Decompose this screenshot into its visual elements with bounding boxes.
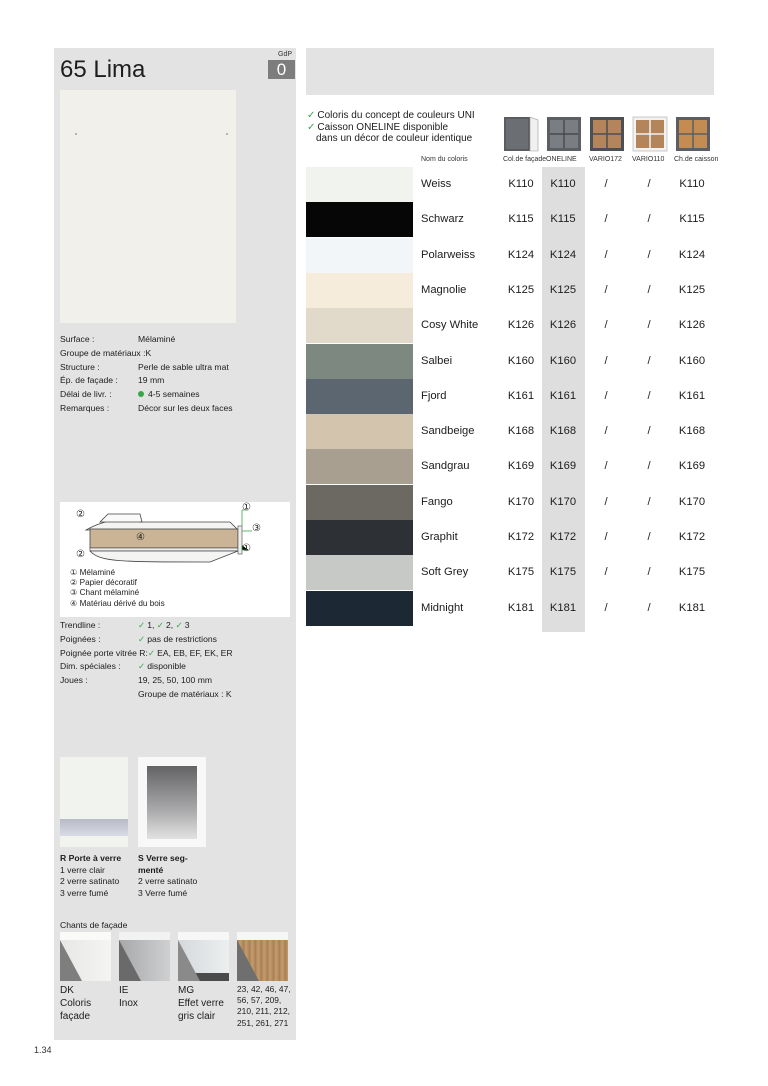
caisson-code: K124 bbox=[678, 248, 706, 261]
caisson-code: K125 bbox=[678, 283, 706, 296]
facade-code: K170 bbox=[507, 495, 535, 508]
spec-row: Ép. de façade : 19 mm bbox=[60, 375, 165, 386]
vario172-code: / bbox=[604, 319, 608, 332]
vario110-code: / bbox=[647, 495, 651, 508]
color-swatch bbox=[306, 238, 413, 273]
oneline-code: K175 bbox=[549, 566, 577, 579]
color-swatch bbox=[306, 344, 413, 379]
gdp-badge: 0 bbox=[268, 60, 295, 79]
spec-list bbox=[60, 333, 290, 416]
vario172-code: / bbox=[604, 566, 608, 579]
caisson-code: K170 bbox=[678, 495, 706, 508]
caisson-code: K115 bbox=[679, 213, 705, 226]
column-header-vario172: VARIO172 bbox=[589, 156, 622, 163]
marker-4: ④ bbox=[136, 532, 145, 543]
marker-2: ② bbox=[76, 509, 85, 520]
color-name: Salbei bbox=[421, 354, 453, 367]
color-name: Soft Grey bbox=[421, 566, 469, 579]
page-title: 65 Lima bbox=[60, 56, 146, 83]
check-icon: ✓ bbox=[147, 647, 156, 658]
color-name: Schwarz bbox=[421, 213, 464, 226]
vario110-code: / bbox=[647, 213, 651, 226]
column-header-facade: Col.de façade bbox=[503, 156, 547, 163]
chant-ie-image bbox=[119, 932, 170, 981]
color-name: Weiss bbox=[421, 178, 452, 190]
color-name: Fango bbox=[421, 495, 453, 508]
facade-code: K125 bbox=[507, 283, 535, 296]
vario172-code: / bbox=[604, 495, 608, 508]
cabinet-facade-icon bbox=[503, 116, 539, 152]
color-swatch bbox=[306, 167, 413, 202]
color-swatch bbox=[306, 202, 413, 237]
color-swatch bbox=[306, 273, 413, 308]
check-icon: ✓ bbox=[307, 110, 316, 121]
oneline-code: K126 bbox=[549, 319, 577, 332]
vario172-code: / bbox=[604, 531, 608, 543]
caisson-code: K168 bbox=[678, 425, 706, 438]
vario110-code: / bbox=[647, 354, 651, 367]
sample-mark bbox=[226, 133, 228, 135]
gdp-label: GdP bbox=[278, 51, 293, 58]
option-row: Joues : 19, 25, 50, 100 mm bbox=[60, 675, 213, 686]
chants-title: Chants de façade bbox=[60, 920, 128, 930]
color-name: Graphit bbox=[421, 531, 458, 543]
chant-ie-label: IE Inox bbox=[119, 985, 138, 1009]
cabinet-caisson-icon bbox=[675, 116, 711, 152]
cabinet-vario172-icon bbox=[589, 116, 625, 152]
vario110-code: / bbox=[647, 319, 651, 332]
oneline-code: K169 bbox=[549, 460, 577, 473]
caisson-code: K126 bbox=[678, 319, 706, 332]
option-list bbox=[60, 619, 290, 702]
vario172-code: / bbox=[604, 283, 608, 296]
caisson-code: K110 bbox=[679, 178, 705, 190]
chant-dk-label: DK Coloris façade bbox=[60, 985, 92, 1022]
chant-mg-image bbox=[178, 932, 229, 981]
vario110-code: / bbox=[647, 566, 651, 579]
chant-wood-label: 23, 42, 46, 47, 56, 57, 209, 210, 211, 212, 251, 261, 271 bbox=[237, 984, 291, 1028]
color-swatch bbox=[306, 520, 413, 555]
chant-dk-image bbox=[60, 932, 111, 981]
edge-diagram bbox=[60, 502, 290, 617]
chant-wood-image bbox=[237, 932, 288, 981]
option-row: Poignée porte vitrée R: ✓ EA, EB, EF, EK, ER bbox=[60, 647, 290, 661]
oneline-code: K124 bbox=[549, 248, 577, 261]
color-swatch bbox=[306, 379, 413, 414]
chant-mg-label: MG Effet verre gris clair bbox=[178, 985, 224, 1022]
vario172-code: / bbox=[604, 213, 608, 226]
cabinet-vario110-icon bbox=[632, 116, 668, 152]
door-r-image bbox=[60, 757, 128, 847]
vario110-code: / bbox=[647, 460, 651, 473]
color-swatch bbox=[306, 308, 413, 343]
color-name: Cosy White bbox=[421, 319, 479, 332]
check-icon: ✓ bbox=[175, 620, 183, 630]
feature-list: ✓ Coloris du concept de couleurs UNI ✓ Caisson ONELINE disponible dans un décor de couleur identique bbox=[307, 110, 475, 145]
column-header-caisson: Ch.de caisson bbox=[674, 156, 719, 163]
marker-1: ① bbox=[242, 543, 251, 554]
column-header-vario110: VARIO110 bbox=[632, 156, 665, 163]
product-panel bbox=[54, 48, 296, 1040]
column-header-oneline: ONELINE bbox=[546, 156, 577, 163]
facade-code: K115 bbox=[508, 213, 534, 226]
color-swatch bbox=[306, 414, 413, 449]
facade-code: K169 bbox=[507, 460, 535, 473]
option-row: Groupe de matériaux : K bbox=[138, 688, 232, 699]
color-swatch bbox=[306, 485, 413, 520]
check-icon: ✓ bbox=[138, 633, 146, 644]
facade-code: K181 bbox=[507, 601, 535, 614]
oneline-code: K110 bbox=[550, 178, 576, 190]
vario110-code: / bbox=[647, 178, 651, 190]
door-r-text: R Porte à verre 1 verre clair 2 verre satinato 3 verre fumé bbox=[60, 853, 122, 898]
color-name: Sandgrau bbox=[421, 460, 470, 473]
caisson-code: K172 bbox=[678, 531, 706, 543]
caisson-code: K175 bbox=[678, 566, 706, 579]
color-sample bbox=[60, 90, 236, 323]
color-swatch bbox=[306, 555, 413, 590]
vario172-code: / bbox=[604, 601, 608, 614]
option-row: Dim. spéciales : ✓ disponible bbox=[60, 661, 186, 672]
oneline-code: K168 bbox=[549, 425, 577, 438]
oneline-code: K161 bbox=[549, 389, 577, 402]
facade-code: K126 bbox=[507, 319, 535, 332]
marker-2: ② bbox=[76, 549, 85, 560]
oneline-code: K170 bbox=[549, 495, 577, 508]
facade-code: K124 bbox=[507, 248, 535, 261]
cabinet-oneline-icon bbox=[546, 116, 582, 152]
door-s-image bbox=[138, 757, 206, 847]
color-name: Polarweiss bbox=[421, 248, 476, 261]
oneline-code: K160 bbox=[549, 354, 577, 367]
vario172-code: / bbox=[604, 389, 608, 402]
availability-dot-icon bbox=[138, 391, 144, 397]
caisson-code: K161 bbox=[678, 389, 706, 402]
vario172-code: / bbox=[604, 354, 608, 367]
facade-code: K168 bbox=[507, 425, 535, 438]
color-name: Sandbeige bbox=[421, 425, 475, 438]
header-bar bbox=[306, 48, 714, 95]
color-name: Fjord bbox=[421, 389, 447, 402]
sample-mark bbox=[75, 133, 77, 135]
column-header-name: Nom du coloris bbox=[421, 156, 468, 163]
spec-row: Remarques : Décor sur les deux faces bbox=[60, 402, 233, 413]
spec-row: Structure : Perle de sable ultra mat bbox=[60, 361, 229, 372]
glass-strip bbox=[60, 819, 128, 836]
marker-3: ③ bbox=[252, 523, 261, 534]
facade-code: K175 bbox=[507, 566, 535, 579]
vario110-code: / bbox=[647, 248, 651, 261]
check-icon: ✓ bbox=[138, 661, 146, 672]
spec-row: Groupe de matériaux : K bbox=[60, 347, 152, 358]
spec-row: Délai de livr. : 4-5 semaines bbox=[60, 389, 200, 400]
vario172-code: / bbox=[604, 425, 608, 438]
caisson-code: K160 bbox=[678, 354, 706, 367]
vario110-code: / bbox=[647, 389, 651, 402]
caisson-code: K169 bbox=[678, 460, 706, 473]
oneline-code: K181 bbox=[549, 601, 577, 614]
color-swatch bbox=[306, 449, 413, 484]
caisson-code: K181 bbox=[678, 601, 706, 614]
facade-code: K172 bbox=[507, 531, 535, 543]
edge-legend: ① Mélaminé ② Papier décoratif ③ Chant mélaminé ④ Matériau dérivé du bois bbox=[70, 568, 165, 608]
oneline-code: K172 bbox=[549, 531, 577, 543]
color-name: Midnight bbox=[421, 601, 464, 614]
oneline-code: K115 bbox=[550, 213, 576, 226]
check-icon: ✓ bbox=[307, 121, 316, 133]
color-swatch bbox=[306, 591, 413, 626]
vario172-code: / bbox=[604, 460, 608, 473]
door-s-text: S Verre seg- menté 2 verre satinato 3 Verre fumé bbox=[138, 853, 198, 898]
option-row: Trendline : ✓ 1, ✓ 2, ✓ 3 bbox=[60, 620, 190, 630]
check-icon: ✓ bbox=[156, 620, 164, 630]
vario172-code: / bbox=[604, 248, 608, 261]
vario110-code: / bbox=[647, 283, 651, 296]
facade-code: K110 bbox=[508, 178, 534, 190]
vario172-code: / bbox=[604, 178, 608, 190]
spec-row: Surface : Mélaminé bbox=[60, 334, 176, 344]
vario110-code: / bbox=[647, 425, 651, 438]
color-name: Magnolie bbox=[421, 283, 467, 296]
check-icon: ✓ bbox=[138, 620, 146, 630]
marker-1: ① bbox=[242, 502, 251, 513]
option-row: Poignées : ✓ pas de restrictions bbox=[60, 633, 217, 644]
vario110-code: / bbox=[647, 601, 651, 614]
oneline-code: K125 bbox=[549, 283, 577, 296]
vario110-code: / bbox=[647, 531, 651, 543]
facade-code: K161 bbox=[507, 389, 535, 402]
glass-panel bbox=[147, 766, 197, 839]
facade-code: K160 bbox=[507, 354, 535, 367]
page-number: 1.34 bbox=[34, 1045, 52, 1055]
